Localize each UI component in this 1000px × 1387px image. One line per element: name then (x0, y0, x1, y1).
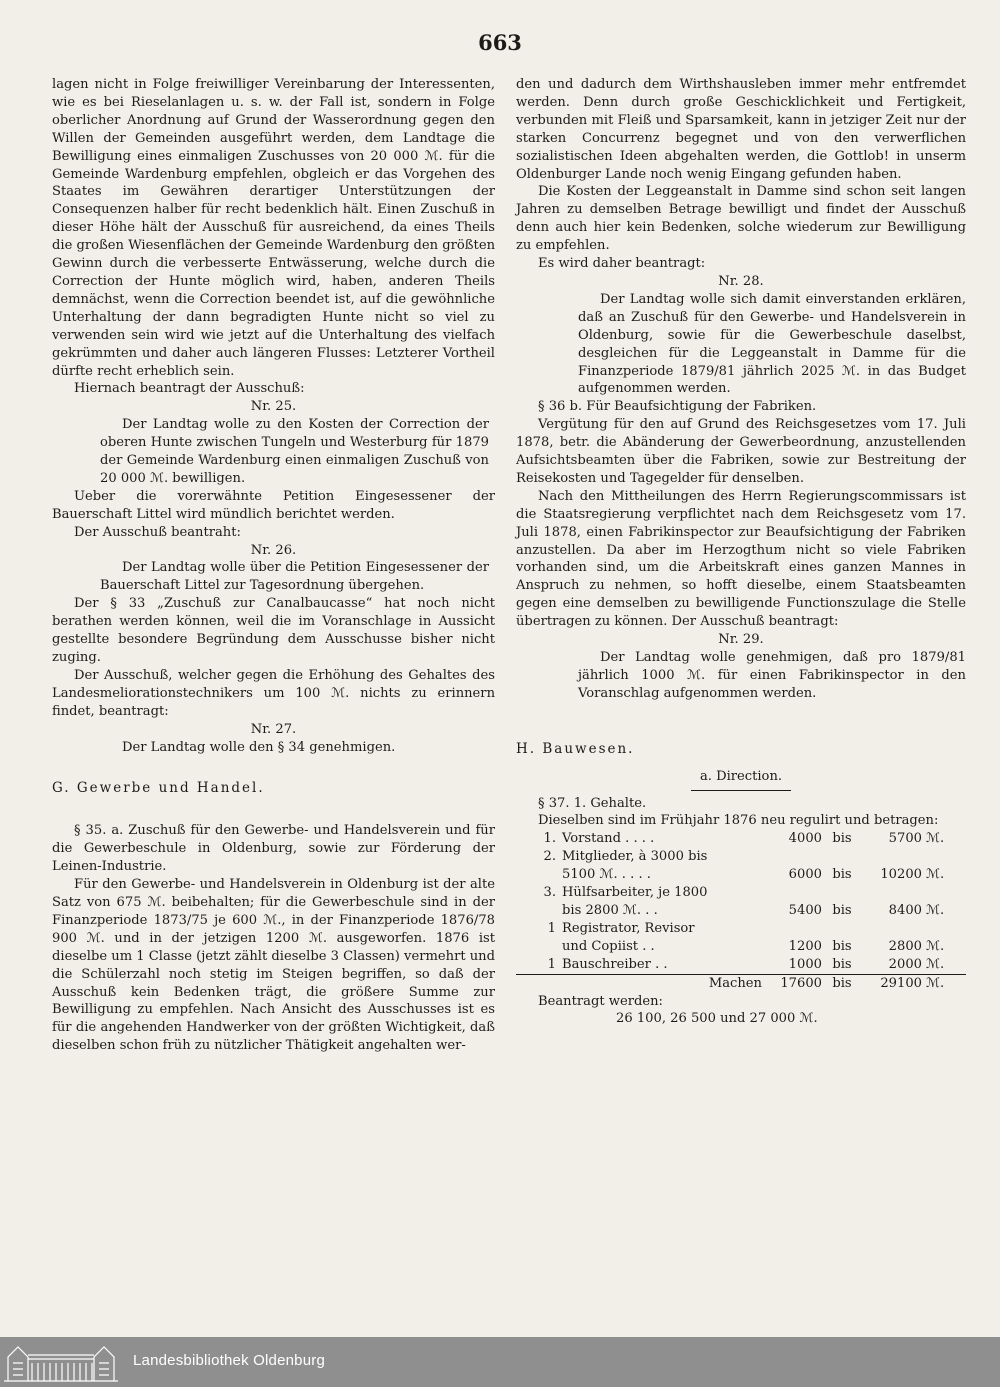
table-cell-label: Bauschreiber . . (562, 956, 668, 972)
paragraph: Beantragt werden: (538, 993, 663, 1009)
section-heading: G. Gewerbe und Handel. (52, 780, 265, 797)
table-cell-unit (922, 848, 966, 866)
table-cell-to: 10200 (880, 867, 922, 883)
motion-number: Nr. 28. (718, 273, 764, 289)
table-cell-bis: bis (832, 956, 852, 972)
table-cell-from: 4000 (788, 831, 822, 847)
table-cell-num: 1. (543, 831, 556, 847)
table-cell-num: 1 (547, 920, 556, 936)
table-cell-unit: ℳ. (926, 902, 945, 918)
table-total-row (516, 974, 966, 992)
total-cell-to: 29100 (862, 974, 922, 992)
table-row (516, 884, 966, 902)
total-cell-from: 17600 (762, 974, 822, 992)
motion-number: Nr. 25. (250, 399, 297, 415)
table-cell-from: 6000 (788, 867, 822, 883)
table-cell-from (762, 884, 822, 902)
paragraph: Ueber die vorerwähnte Petition Eingesessener der Bauerschaft Littel wird mündlich berichtet werden. (52, 488, 495, 522)
paragraph: § 37. 1. Gehalte. (538, 795, 647, 811)
paragraph: den und dadurch dem Wirthshausleben immer mehr entfremdet werden. Denn durch große Geschicklichkeit und Fertigkeit, verbunden mit Fleiß und Sparsamkeit, kann in jetziger Zeit nur der starken Concurrenz begegnet und von den verwerflichen sozialistischen Ideen abgehalten werden, die Gottlob! in unserm Oldenburger Lande noch wenig Eingang gefunden haben. (516, 77, 966, 182)
table-cell-num (516, 938, 562, 956)
table-row (516, 956, 966, 974)
paragraph: Die Kosten der Leggeanstalt in Damme sind schon seit langen Jahren zu demselben Betrage bewilligt und findet der Ausschuß denn auch hier kein Bedenken, solche wiederum zur Bewilligung zu empfehlen. (516, 184, 966, 254)
paragraph: § 35. a. Zuschuß für den Gewerbe- und Handelsverein und für die Gewerbeschule in Oldenburg, sowie zur Förderung der Leinen-Industrie. (52, 823, 495, 875)
table-cell-bis (822, 920, 862, 938)
table-cell-num (516, 866, 562, 884)
table-cell-from (762, 848, 822, 866)
table-cell-bis: bis (832, 938, 852, 954)
paragraph: 26 100, 26 500 und 27 000 ℳ. (616, 1011, 818, 1027)
table-cell-to: 2800 (888, 938, 922, 954)
table-cell-unit: ℳ. (926, 831, 945, 847)
table-cell-from: 1000 (788, 956, 822, 972)
library-building-icon (2, 1341, 120, 1383)
table-row (516, 866, 966, 884)
table-cell-unit (922, 884, 966, 902)
paragraph: Es wird daher beantragt: (538, 256, 706, 272)
motion-number: Nr. 26. (250, 542, 297, 558)
left-column (52, 76, 495, 1055)
table-row (516, 830, 966, 848)
table-cell-num: 3. (543, 885, 556, 901)
salary-table (516, 830, 966, 992)
table-cell-num: 2. (543, 849, 556, 865)
table-cell-unit: ℳ. (926, 867, 945, 883)
table-cell-from (762, 920, 822, 938)
paragraph: Hiernach beantragt der Ausschuß: (74, 381, 305, 397)
table-cell-label: Registrator, Revisor (562, 920, 695, 936)
table-cell-num (516, 902, 562, 920)
table-cell-bis: bis (832, 902, 852, 918)
motion-text: Der Landtag wolle genehmigen, daß pro 1879/81 jährlich 1000 ℳ. für einen Fabrikinspector in den Voranschlag aufgenommen werden. (578, 650, 966, 701)
paragraph: Für den Gewerbe- und Handelsverein in Oldenburg ist der alte Satz von 675 ℳ. beibehalten; für die Gewerbeschule sind in der Finanzperiode 1873/75 je 600 ℳ., in der Finanzperiode 1876/78 900 ℳ. und in der jetzigen 1200 ℳ. ausgeworfen. 1876 ist dieselbe um 1 Classe (jetzt zählt dieselbe 3 Classen) vermehrt und die Schülerzahl noch stetig im Steigen begriffen, so daß der Ausschuß kein Bedenken trägt, die größere Summe zur Bewilligung zu empfehlen. Nach Ansicht des Ausschusses ist es für die angehenden Handwerker von der größten Wichtigkeit, daß dieselben schon früh zu nützlicher Thätigkeit angehalten wer- (52, 877, 495, 1054)
paragraph: Der Ausschuß, welcher gegen die Erhöhung des Gehaltes des Landesmeliorationstechnikers um 100 ℳ. nichts zu erinnern findet, beantragt: (52, 667, 495, 719)
library-name: Landesbibliothek Oldenburg (133, 1352, 326, 1369)
paragraph: Der § 33 „Zuschuß zur Canalbaucasse“ hat noch nicht berathen werden können, weil die im Voranschlage in Aussicht gestellte besondere Begründung dem Ausschusse bisher nicht zuging. (52, 596, 495, 665)
table-cell-label: Mitglieder, à 3000 bis (562, 849, 708, 865)
paragraph: Der Ausschuß beantraht: (74, 524, 241, 540)
table-cell-label: 5100 ℳ. . . . . (562, 867, 651, 883)
table-cell-from: 1200 (788, 938, 822, 954)
table-row (516, 920, 966, 938)
total-cell-bis: bis (822, 974, 862, 992)
paragraph: Vergütung für den auf Grund des Reichsgesetzes vom 17. Juli 1878, betr. die Abänderung der Gewerbeordnung, anzustellenden Aufsichtsbeamten über die Fabriken, sowie zur Bestreitung der Reisekosten und Tagegelder für denselben. (516, 417, 966, 486)
motion-text: Der Landtag wolle sich damit einverstanden erklären, daß an Zuschuß für den Gewerbe- und Handelsverein in Oldenburg, sowie für die Gewerbeschule daselbst, desgleichen für die Leggeanstalt in Damme für die Finanzperiode 1879/81 jährlich 2025 ℳ. in das Budget aufgenommen werden. (578, 291, 966, 397)
table-cell-label: Hülfsarbeiter, je 1800 (562, 885, 708, 901)
table-cell-label: und Copiist . . (562, 938, 655, 954)
paragraph: lagen nicht in Folge freiwilliger Vereinbarung der Interessenten, wie es bei Rieselanlagen u. s. w. der Fall ist, sondern in Folge oberlicher Anordnung auf Grund der Wasserordnung gegen den Willen der Gemeinden ausgeführt werden, dem Landtage die Bewilligung eines einmaligen Zuschusses von 20 000 ℳ. für die Gemeinde Wardenburg empfehlen, obgleich er das Vorgehen des Staates im Gewähren derartiger Unterstützungen der Consequenzen halber für recht bedenklich hält. Einen Zuschuß in dieser Höhe hält der Ausschuß für ausreichend, da eines Theils die großen Wiesenflächen der Gemeinde Wardenburg den größten Gewinn durch die verbesserte Entwässerung, welche durch die Correction der Hunte möglich wird, haben, anderen Theils demnächst, wenn die Correction beendet ist, auf die gewöhnliche Unterhaltung der dann begradigten Hunte nicht so viel zu verwenden sein wird wie jetzt auf die Unterhaltung des vielfach gekrümmten und daher auch längeren Flusses: Letzterer Vortheil dürfte recht erheblich sein. (52, 77, 495, 379)
table-cell-unit (922, 920, 966, 938)
page-number: 663 (478, 30, 522, 55)
section-heading: H. Bauwesen. (516, 740, 635, 757)
table-cell-label: bis 2800 ℳ. . . (562, 902, 658, 918)
table-cell-bis: bis (832, 867, 852, 883)
table-cell-to (862, 884, 922, 902)
paragraph: § 36 b. Für Beaufsichtigung der Fabriken. (538, 399, 817, 415)
total-cell-empty (516, 974, 562, 992)
total-cell-unit: ℳ. (922, 974, 966, 992)
paragraph: Nach den Mittheilungen des Herrn Regierungscommissars ist die Staatsregierung verpflichtet nach dem Reichsgesetz vom 17. Juli 1878, einen Fabrikinspector zur Beaufsichtigung der Fabriken anzustellen. Da aber im Herzogthum nicht so viele Fabriken vorhanden sind, um die Arbeitskraft eines ganzen Mannes in Anspruch zu nehmen, so hofft dieselbe, einem Staatsbeamten gegen eine demselben zu bewilligende Functionszulage die Stelle übertragen zu können. Der Ausschuß beantragt: (516, 488, 966, 630)
table-row (516, 938, 966, 956)
library-footer (0, 1337, 1000, 1387)
table-cell-unit: ℳ. (926, 938, 945, 954)
motion-text: Der Landtag wolle zu den Kosten der Correction der oberen Hunte zwischen Tungeln und Westerburg für 1879 der Gemeinde Wardenburg einen einmaligen Zuschuß von 20 000 ℳ. bewilligen. (100, 417, 489, 486)
motion-text: Der Landtag wolle über die Petition Eingesessener der Bauerschaft Littel zur Tagesordnung übergehen. (100, 560, 489, 594)
table-cell-unit: ℳ. (926, 956, 945, 972)
subsection-heading: a. Direction. (699, 768, 783, 784)
table-cell-label: Vorstand . . . . (562, 831, 655, 847)
motion-number: Nr. 29. (718, 632, 764, 648)
table-row (516, 902, 966, 920)
table-cell-to: 8400 (888, 902, 922, 918)
motion-number: Nr. 27. (250, 721, 297, 737)
motion-text: Der Landtag wolle den § 34 genehmigen. (122, 739, 396, 755)
total-cell-label: Machen (562, 974, 762, 992)
right-column (516, 76, 966, 1028)
table-cell-bis: bis (832, 831, 852, 847)
table-cell-to: 2000 (888, 956, 922, 972)
table-cell-from: 5400 (788, 902, 822, 918)
table-cell-num: 1 (547, 956, 556, 972)
table-cell-bis (822, 884, 862, 902)
table-cell-to (862, 920, 922, 938)
table-row (516, 848, 966, 866)
paragraph: Dieselben sind im Frühjahr 1876 neu regulirt und betragen: (538, 813, 939, 829)
divider (691, 790, 791, 791)
table-cell-bis (822, 848, 862, 866)
table-cell-to (862, 848, 922, 866)
table-cell-to: 5700 (888, 831, 922, 847)
